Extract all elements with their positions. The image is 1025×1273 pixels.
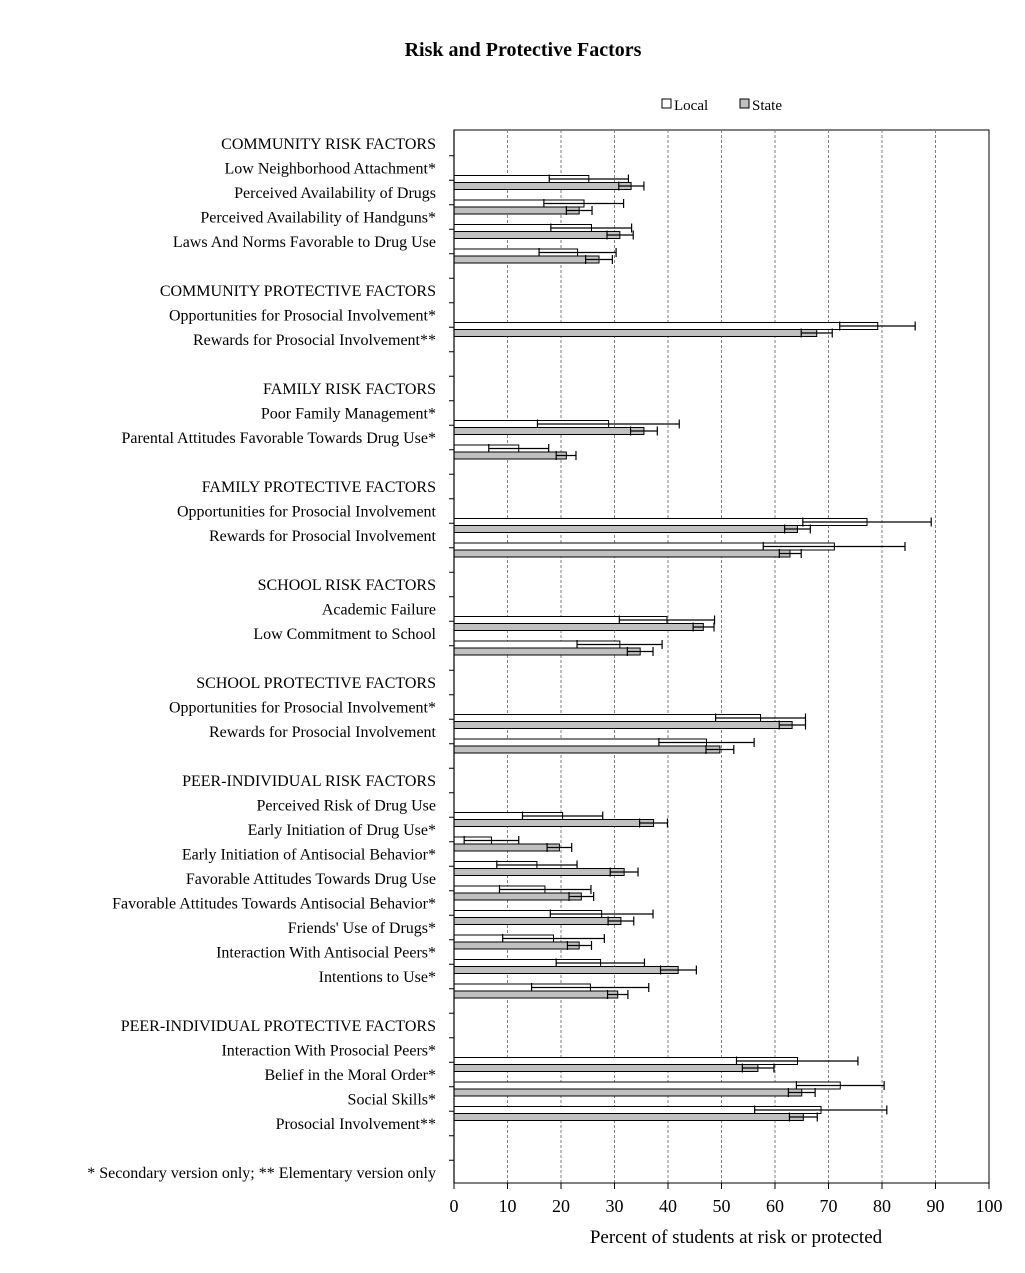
category-label-poor-family-management: Poor Family Management* [260, 405, 436, 423]
section-header-school-protective-factors: SCHOOL PROTECTIVE FACTORS [196, 675, 436, 692]
bar-state-perceived-risk-of-drug-use [454, 820, 654, 827]
legend-label-state: State [752, 98, 782, 114]
bar-state-laws-and-norms-favorable-to-drug-use [454, 256, 599, 263]
legend-label-local: Local [674, 98, 709, 114]
category-label-interaction-with-prosocial-peers: Interaction With Prosocial Peers* [221, 1042, 436, 1060]
bar-state-interaction-with-prosocial-peers [454, 1065, 758, 1072]
category-label-favorable-attitudes-towards-drug-use: Favorable Attitudes Towards Drug Use [185, 871, 436, 888]
section-header-school-risk-factors: SCHOOL RISK FACTORS [257, 577, 436, 594]
category-label-intentions-to-use: Intentions to Use* [318, 969, 436, 986]
bar-local-belief-in-the-moral-order [454, 1082, 840, 1089]
category-label-academic-failure: Academic Failure [321, 601, 436, 619]
x-tick-label-100: 100 [975, 1196, 1003, 1216]
x-tick-label-40: 40 [659, 1196, 677, 1216]
legend-swatch-state [740, 99, 749, 108]
x-tick-label-90: 90 [926, 1196, 945, 1216]
bar-state-opportunities-for-prosocial-involvement [454, 330, 817, 337]
bar-state-interaction-with-antisocial-peers [454, 967, 678, 974]
bar-local-opportunities-for-prosocial-involvement [454, 715, 761, 722]
category-labels [87, 136, 436, 1182]
x-axis-title: Percent of students at risk or protected [589, 1227, 883, 1248]
category-label-rewards-for-prosocial-involvement: Rewards for Prosocial Involvement [208, 528, 436, 545]
chart-title: Risk and Protective Factors [404, 39, 642, 61]
bar-local-opportunities-for-prosocial-involvement [454, 323, 878, 330]
bar-state-perceived-availability-of-handguns [454, 232, 620, 239]
legend-swatch-local [662, 99, 671, 108]
x-tick-label-50: 50 [712, 1196, 731, 1216]
bar-state-friends-use-of-drugs [454, 942, 579, 949]
section-header-community-protective-factors: COMMUNITY PROTECTIVE FACTORS [159, 283, 436, 300]
bar-state-low-commitment-to-school [454, 648, 640, 655]
bar-state-opportunities-for-prosocial-involvement [454, 526, 797, 533]
bar-state-parental-attitudes-favorable-towards-drug-use [454, 452, 566, 459]
x-tick-label-60: 60 [766, 1196, 784, 1216]
bar-state-favorable-attitudes-towards-drug-use [454, 893, 581, 900]
x-tick-label-80: 80 [873, 1196, 891, 1216]
category-label-low-commitment-to-school: Low Commitment to School [253, 626, 436, 643]
category-label-prosocial-involvement: Prosocial Involvement** [275, 1116, 436, 1133]
bar-state-low-neighborhood-attachment [454, 183, 631, 190]
bar-state-perceived-availability-of-drugs [454, 207, 579, 214]
bar-state-opportunities-for-prosocial-involvement [454, 722, 792, 729]
bar-state-early-initiation-of-drug-use [454, 844, 559, 851]
category-label-rewards-for-prosocial-involvement: Rewards for Prosocial Involvement [208, 724, 436, 741]
category-label-social-skills: Social Skills* [347, 1091, 436, 1109]
x-tick-label-10: 10 [498, 1196, 517, 1216]
gridlines [454, 130, 989, 1183]
bar-state-social-skills [454, 1114, 803, 1121]
category-label-laws-and-norms-favorable-to-drug-use: Laws And Norms Favorable to Drug Use [172, 234, 436, 251]
category-label-early-initiation-of-antisocial-behavior: Early Initiation of Antisocial Behavior* [181, 846, 436, 864]
bar-state-intentions-to-use [454, 991, 618, 998]
legend [662, 98, 782, 114]
footnote: * Secondary version only; ** Elementary version only [87, 1165, 436, 1182]
section-header-family-protective-factors: FAMILY PROTECTIVE FACTORS [201, 479, 436, 496]
section-header-community-risk-factors: COMMUNITY RISK FACTORS [221, 136, 436, 153]
bar-state-belief-in-the-moral-order [454, 1089, 802, 1096]
category-label-opportunities-for-prosocial-involvement: Opportunities for Prosocial Involvement* [168, 699, 436, 717]
bar-state-rewards-for-prosocial-involvement [454, 550, 790, 557]
category-label-low-neighborhood-attachment: Low Neighborhood Attachment* [224, 160, 436, 178]
bar-state-rewards-for-prosocial-involvement [454, 746, 720, 753]
category-label-interaction-with-antisocial-peers: Interaction With Antisocial Peers* [216, 944, 436, 962]
category-label-rewards-for-prosocial-involvement: Rewards for Prosocial Involvement** [192, 332, 436, 349]
category-label-early-initiation-of-drug-use: Early Initiation of Drug Use* [247, 822, 436, 839]
x-tick-label-0: 0 [449, 1196, 459, 1216]
category-label-opportunities-for-prosocial-involvement: Opportunities for Prosocial Involvement [176, 503, 436, 521]
category-label-friends-use-of-drugs: Friends' Use of Drugs* [287, 920, 436, 937]
section-header-peer-individual-protective-factors: PEER-INDIVIDUAL PROTECTIVE FACTORS [120, 1018, 436, 1035]
x-tick-label-30: 30 [605, 1196, 624, 1216]
bar-state-poor-family-management [454, 428, 644, 435]
category-label-favorable-attitudes-towards-antisocial-behavior: Favorable Attitudes Towards Antisocial Behavior* [112, 895, 436, 913]
bar-state-academic-failure [454, 624, 703, 631]
bar-state-early-initiation-of-antisocial-behavior [454, 869, 624, 876]
bars [454, 175, 931, 1122]
category-label-parental-attitudes-favorable-towards-drug-use: Parental Attitudes Favorable Towards Drug Use* [121, 430, 436, 447]
x-axis [449, 130, 1003, 1216]
x-tick-label-70: 70 [819, 1196, 838, 1216]
category-label-opportunities-for-prosocial-involvement: Opportunities for Prosocial Involvement* [168, 307, 436, 325]
category-label-perceived-risk-of-drug-use: Perceived Risk of Drug Use [256, 797, 436, 815]
bar-state-favorable-attitudes-towards-antisocial-behavior [454, 918, 621, 925]
section-header-family-risk-factors: FAMILY RISK FACTORS [263, 381, 436, 398]
category-label-perceived-availability-of-drugs: Perceived Availability of Drugs [234, 185, 436, 202]
category-label-perceived-availability-of-handguns: Perceived Availability of Handguns* [200, 209, 436, 227]
category-label-belief-in-the-moral-order: Belief in the Moral Order* [264, 1067, 436, 1084]
x-tick-label-20: 20 [552, 1196, 570, 1216]
section-header-peer-individual-risk-factors: PEER-INDIVIDUAL RISK FACTORS [182, 773, 436, 790]
